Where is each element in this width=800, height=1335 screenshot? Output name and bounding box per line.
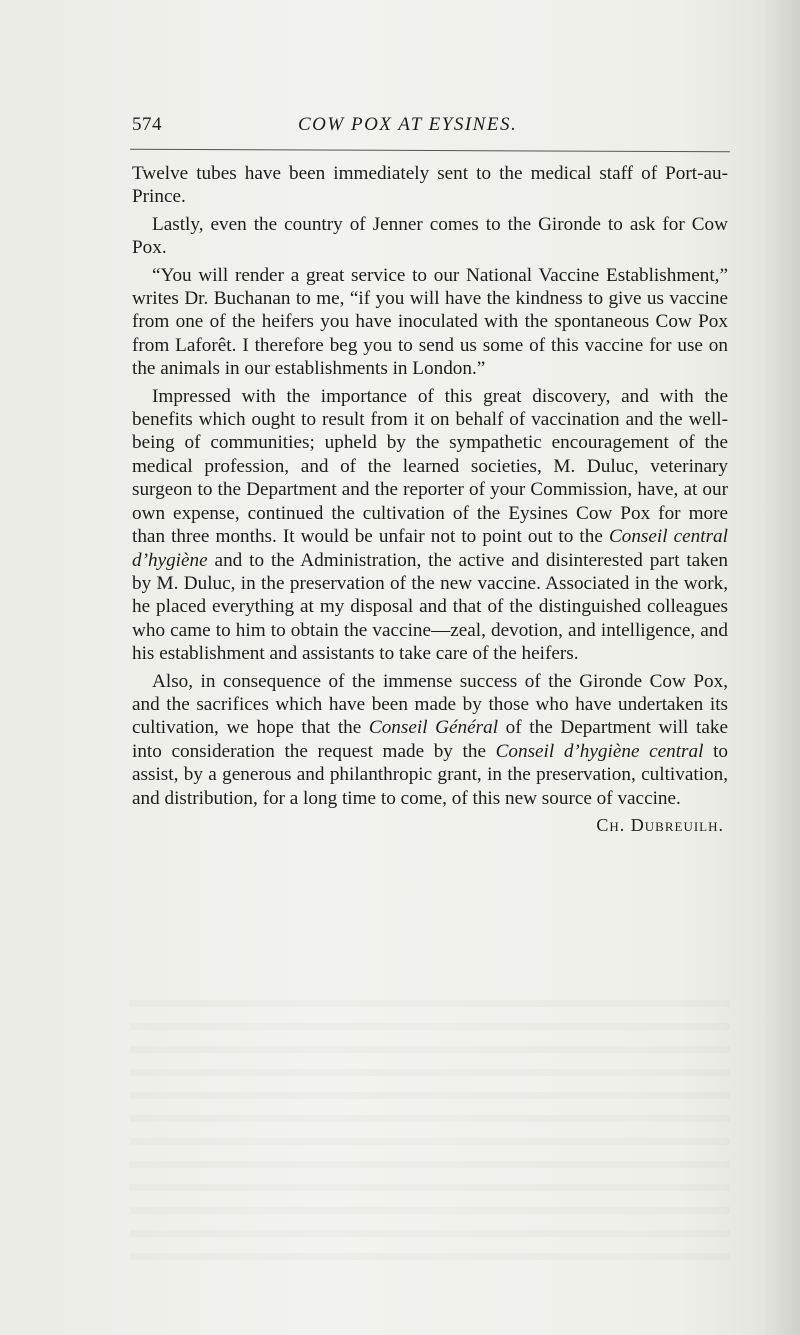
text-run: to assist, by a generous and philanthropic grant, in the preservation, cultivation, and distribution, for a long time to come, of this new source of vaccine. bbox=[132, 740, 728, 809]
italic-term: Conseil central d’hygiène bbox=[132, 526, 728, 571]
show-through-texture bbox=[130, 990, 730, 1260]
paragraph-continued: Twelve tubes have been immediately sent to the medical staff of Port-au-Prince. bbox=[132, 163, 728, 208]
text-run: of the Department will take into consideration the request made by the bbox=[132, 717, 728, 762]
paragraph: Lastly, even the country of Jenner comes to the Gironde to ask for Cow Pox. bbox=[132, 213, 728, 259]
paragraph bbox=[132, 385, 728, 666]
page-header bbox=[132, 112, 728, 144]
running-title: COW POX AT EYSINES. bbox=[298, 114, 518, 135]
header-rule bbox=[130, 149, 730, 153]
page-number: 574 bbox=[132, 114, 162, 135]
text-run: and to the Administration, the active and disinterested part taken by M. Duluc, in the preservation of the new vaccine. Associated in the work, he placed everything at my disposal and that of the distinguished colleagues who came to him to obtain the vaccine—zeal, devotion, and intelligence, and his establishment and assistants to take care of the heifers. bbox=[132, 549, 728, 665]
signature: Ch. Dubreuilh. bbox=[596, 814, 724, 835]
italic-term: Conseil d’hygiène central bbox=[495, 740, 704, 762]
paragraph-quotation: “You will render a great service to our National Vaccine Establishment,” writes Dr. Buchanan to me, “if you will have the kindness to give us vaccine from one of the heifers you have inoculated with the spontaneous Cow Pox from Laforêt. I therefore beg you to send us some of this vaccine for use on the animals in our establishments in London.” bbox=[132, 264, 728, 380]
page-edge-shadow bbox=[760, 0, 800, 1335]
body-text bbox=[132, 162, 728, 837]
text-run: Also, in consequence of the immense success of the Gironde Cow Pox, and the sacrifices which have been made by those who have undertaken its cultivation, we hope that the bbox=[132, 670, 728, 739]
paragraph bbox=[132, 670, 728, 810]
italic-term: Conseil Général bbox=[368, 717, 499, 739]
text-run: Impressed with the importance of this great discovery, and with the benefits which ought to result from it on behalf of vaccination and the well-being of communities; upheld by the sympathetic encouragement of the medical profession, and of the learned societies, M. Duluc, veterinary surgeon to the Department and the reporter of your Commission, have, at our own expense, continued the cultivation of the Eysines Cow Pox for more than three months. It would be unfair not to point out to the bbox=[132, 385, 728, 548]
